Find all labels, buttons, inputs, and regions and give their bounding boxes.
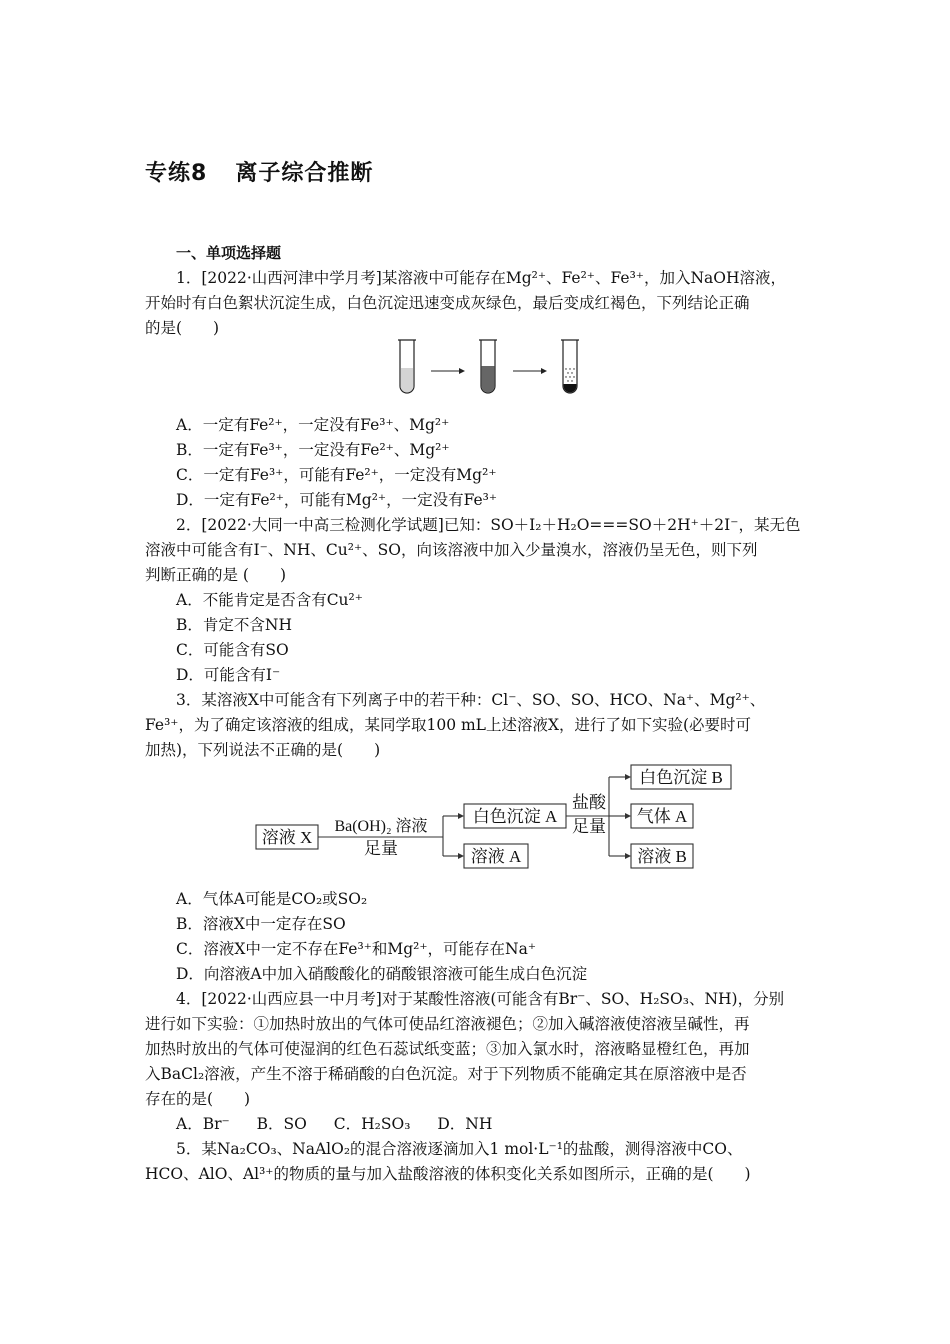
test-tube-figure [395,338,595,400]
q2-option-b: B．肯定不含NH [176,616,292,634]
q4-options [176,1114,856,1134]
q4-line-4: 入BaCl₂溶液，产生不溶于稀硝酸的白色沉淀。对于下列物质不能确定其在原溶液中是否 [145,1065,747,1083]
label-gas-a: 气体 A [636,807,688,826]
q4-line-2: 进行如下实验：①加热时放出的气体可使品红溶液褪色；②加入碱溶液使溶液呈碱性，再 [145,1015,750,1033]
q5-line-2: HCO、AlO、Al³⁺的物质的量与加入盐酸溶液的体积变化关系如图所示，正确的是( ) [145,1165,751,1183]
arrow-1 [431,368,465,374]
q4-option-b: B．SO [256,1115,307,1133]
q2-option-d: D．可能含有I⁻ [176,666,281,684]
q3-line-2: Fe³⁺，为了确定该溶液的组成，某同学取100 mL上述溶液X，进行了如下实验(必要时可 [145,716,752,734]
q3-option-a: A．气体A可能是CO₂或SO₂ [176,890,368,908]
q4-option-d: D．NH [437,1115,493,1133]
q3-line-1: 3．某溶液X中可能含有下列离子中的若干种：Cl⁻、SO、SO、HCO、Na⁺、Mg²⁺、 [176,691,766,709]
q2-line-2: 溶液中可能含有I⁻、NH、Cu²⁺、SO，向该溶液中加入少量溴水，溶液仍呈无色，则下列 [145,541,758,559]
arrow-2 [513,368,547,374]
q3-line-3: 加热)，下列说法不正确的是( ) [145,741,381,759]
q2-line-1: 2．[2022·大同一中高三检测化学试题]已知：SO＋I₂＋H₂O===SO＋2H⁺＋2I⁻，某无色 [176,516,801,534]
q4-line-3: 加热时放出的气体可使湿润的红色石蕊试纸变蓝；③加入氯水时，溶液略显橙红色，再加 [145,1040,750,1058]
label-precipitate-a: 白色沉淀 A [472,807,558,826]
q1-line-3: 的是( ) [145,319,220,337]
q4-line-5: 存在的是( ) [145,1090,251,1108]
label-solution-a: 溶液 A [470,847,522,866]
q1-option-d: D．一定有Fe²⁺，可能有Mg²⁺，一定没有Fe³⁺ [176,491,498,509]
section-heading: 一、单项选择题 [176,244,282,262]
test-tube-2 [479,340,497,393]
q1-option-b: B．一定有Fe³⁺，一定没有Fe²⁺、Mg²⁺ [176,441,450,459]
label-precipitate-b: 白色沉淀 B [639,768,723,787]
title-topic: 离子综合推断 [235,161,374,186]
label-acid-amount: 足量 [572,817,606,836]
q4-line-1: 4．[2022·山西应县一中月考]对于某酸性溶液(可能含有Br⁻、SO、H₂SO₃、NH)，分别 [176,990,785,1008]
page-title [145,156,373,187]
label-solution-x: 溶液 X [261,828,313,847]
q1-option-c: C．一定有Fe³⁺，可能有Fe²⁺，一定没有Mg²⁺ [176,466,497,484]
q3-option-d: D．向溶液A中加入硝酸酸化的硝酸银溶液可能生成白色沉淀 [176,965,588,983]
title-number: 专练8 [145,161,208,186]
q4-option-a: A．Br⁻ [176,1115,230,1133]
q3-option-b: B．溶液X中一定存在SO [176,915,346,933]
label-acid: 盐酸 [572,793,606,812]
q1-line-1: 1．[2022·山西河津中学月考]某溶液中可能存在Mg²⁺、Fe²⁺、Fe³⁺，加入NaOH溶液， [176,269,786,287]
label-reagent: Ba(OH)₂ 溶液 [334,818,428,835]
q5-line-1: 5．某Na₂CO₃、NaAlO₂的混合溶液逐滴加入1 mol·L⁻¹的盐酸，测得溶液中CO、 [176,1140,743,1158]
q1-line-2: 开始时有白色絮状沉淀生成，白色沉淀迅速变成灰绿色，最后变成红褐色，下列结论正确 [145,294,750,312]
label-solution-b: 溶液 B [637,847,687,866]
q2-option-a: A．不能肯定是否含有Cu²⁺ [176,591,363,609]
experiment-flowchart [255,760,735,872]
q2-option-c: C．可能含有SO [176,641,289,659]
test-tube-1 [398,340,416,393]
q1-option-a: A．一定有Fe²⁺，一定没有Fe³⁺、Mg²⁺ [176,416,450,434]
test-tube-3 [561,340,579,393]
q4-option-c: C．H₂SO₃ [333,1115,411,1133]
q2-line-3: 判断正确的是 ( ) [145,566,287,584]
label-reagent-amount: 足量 [364,839,398,858]
q3-option-c: C．溶液X中一定不存在Fe³⁺和Mg²⁺，可能存在Na⁺ [176,940,537,958]
